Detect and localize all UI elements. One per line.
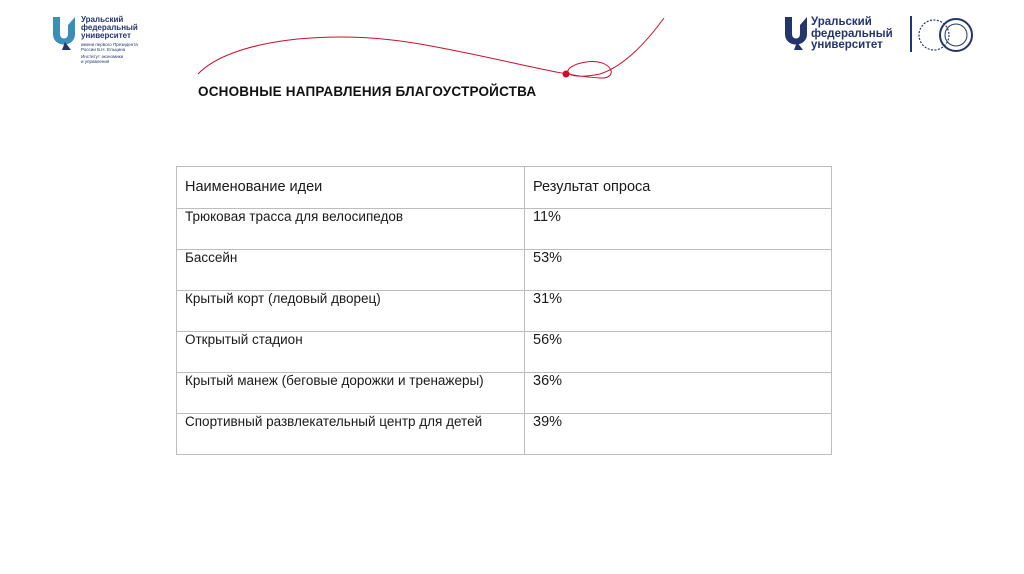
header-idea-name: Наименование идеи <box>177 167 525 209</box>
logo-subline: имени первого Президента <box>81 42 138 47</box>
logo-subline: Институт экономики <box>81 54 124 59</box>
survey-results-table <box>176 166 832 455</box>
cell-idea: Бассейн <box>177 250 525 291</box>
table-row <box>177 291 832 332</box>
curve-dot <box>563 71 570 78</box>
logo-line: федеральный <box>811 27 893 40</box>
cell-result: 53% <box>525 250 832 291</box>
cell-idea: Крытый манеж (беговые дорожки и тренажеры) <box>177 373 525 414</box>
logo-subline: и управления <box>81 59 110 64</box>
logo-divider <box>910 16 912 52</box>
cell-result: 39% <box>525 414 832 455</box>
table-row <box>177 373 832 414</box>
logo-line: Уральский <box>81 15 124 24</box>
cell-result: 31% <box>525 291 832 332</box>
table-header-row <box>177 167 832 209</box>
anniversary-emblem-icon <box>918 16 976 54</box>
cell-idea: Открытый стадион <box>177 332 525 373</box>
cell-result: 36% <box>525 373 832 414</box>
university-logo-right <box>784 16 984 56</box>
cell-result: 56% <box>525 332 832 373</box>
table-row <box>177 250 832 291</box>
university-name-right <box>811 17 893 52</box>
logo-line: университет <box>811 39 883 51</box>
cell-idea: Трюковая трасса для велосипедов <box>177 209 525 250</box>
university-u-icon <box>784 16 808 52</box>
header-survey-result: Результат опроса <box>525 167 832 209</box>
cell-idea: Спортивный развлекательный центр для детей <box>177 414 525 455</box>
logo-line: Уральский <box>811 16 872 28</box>
cell-result: 11% <box>525 209 832 250</box>
table-row <box>177 414 832 455</box>
logo-subline: России Б.Н. Ельцина <box>81 47 126 52</box>
page-title: ОСНОВНЫЕ НАПРАВЛЕНИЯ БЛАГОУСТРОЙСТВА <box>198 84 537 99</box>
curve-line <box>198 18 664 78</box>
table-row <box>177 332 832 373</box>
cell-idea: Крытый корт (ледовый дворец) <box>177 291 525 332</box>
logo-line: университет <box>81 31 131 40</box>
logo-line: федеральный <box>81 23 138 32</box>
table-row <box>177 209 832 250</box>
